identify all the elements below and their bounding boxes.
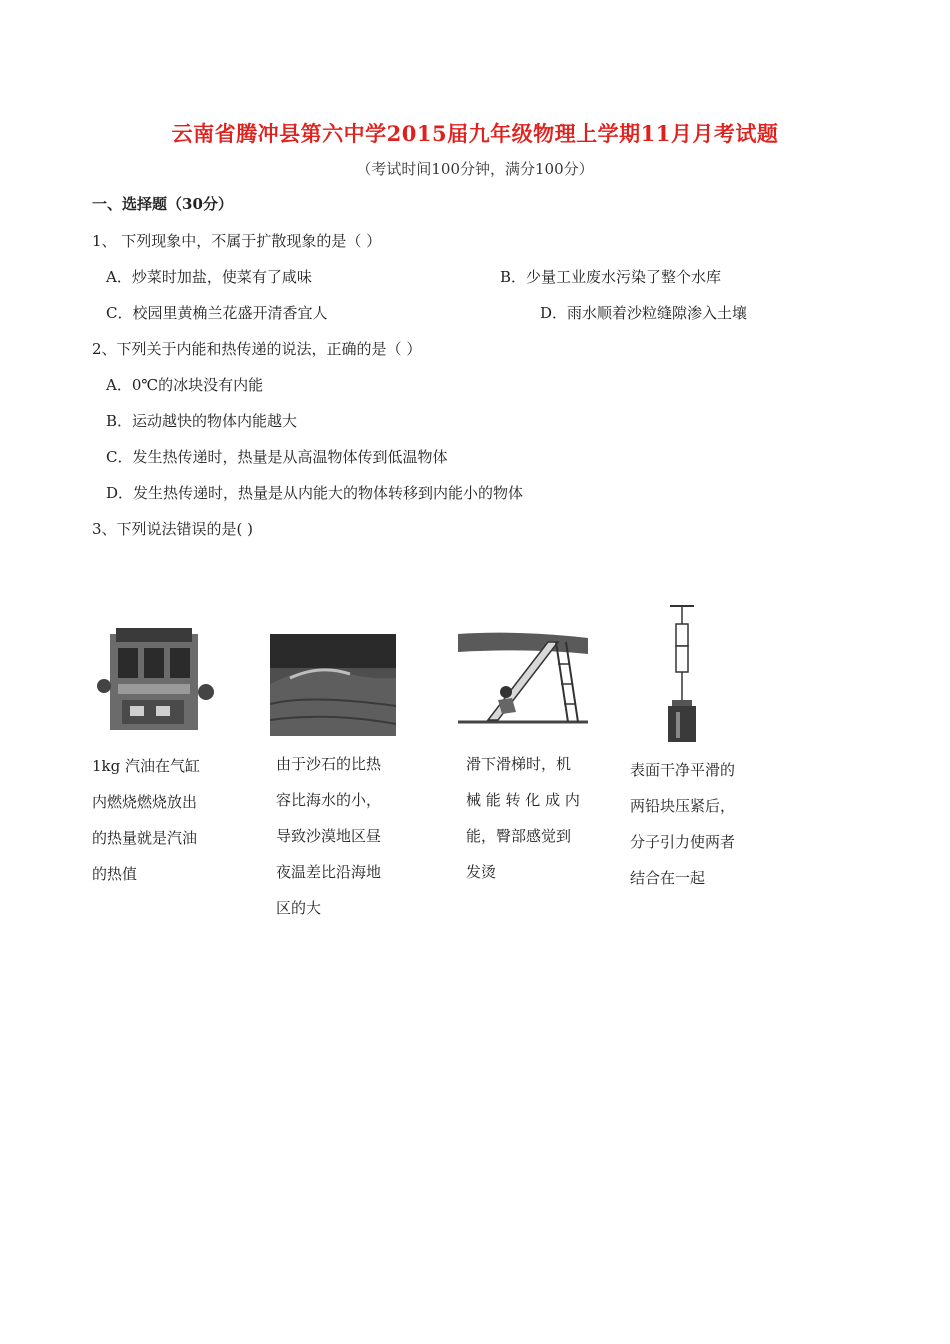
caption-line: 分子引力使两者 [630,833,736,851]
question-2-option-c: C．发生热传递时，热量是从高温物体传到低温物体 [106,448,448,466]
caption-line: 的热值 [92,865,138,883]
caption-line: 械 能 转 化 成 内 [466,791,580,809]
question-1-stem: 1、 下列现象中，不属于扩散现象的是（ ） [92,232,382,250]
caption-line: 发烫 [466,863,497,881]
question-1-option-a: A．炒菜时加盐，使菜有了咸味 [106,268,312,286]
lead-blocks-image [652,600,712,742]
caption-line: 夜温差比沿海地 [276,863,382,881]
figure-1-caption [92,748,222,892]
figure-3-caption [466,746,596,890]
caption-line: 两铅块压紧后， [630,797,736,815]
caption-line: 导致沙漠地区昼 [276,827,382,845]
slide-image [458,628,588,732]
page-title: 云南省腾冲县第六中学2015届九年级物理上学期11月月考试题 [171,121,779,146]
desert-image [270,634,396,736]
question-1-option-d: D．雨水顺着沙粒缝隙渗入土壤 [540,304,748,322]
caption-line: 1kg 汽油在气缸 [92,757,201,775]
question-2-option-b: B．运动越快的物体内能越大 [106,412,298,430]
caption-line: 滑下滑梯时，机 [466,755,572,773]
question-1-option-b: B．少量工业废水污染了整个水库 [500,268,722,286]
engine-image [96,622,216,740]
exam-info: （考试时间100分钟，满分100分） [356,160,594,178]
question-3-stem: 3、下列说法错误的是( ) [92,520,254,538]
question-1-option-c: C．校园里黄桷兰花盛开清香宜人 [106,304,328,322]
caption-line: 能，臀部感觉到 [466,827,572,845]
section-heading: 一、选择题（30分） [92,195,233,213]
caption-line: 由于沙石的比热 [276,755,382,773]
caption-line: 区的大 [276,899,322,917]
caption-line: 的热量就是汽油 [92,829,198,847]
caption-line: 表面干净平滑的 [630,761,736,779]
figure-4-caption [630,752,760,896]
question-2-option-a: A．0℃的冰块没有内能 [106,376,264,394]
question-2-option-d: D．发生热传递时，热量是从内能大的物体转移到内能小的物体 [106,484,524,502]
caption-line: 内燃烧燃烧放出 [92,793,198,811]
figure-2-caption [276,746,406,926]
caption-line: 结合在一起 [630,869,706,887]
caption-line: 容比海水的小， [276,791,382,809]
question-2-stem: 2、下列关于内能和热传递的说法，正确的是（ ） [92,340,422,358]
